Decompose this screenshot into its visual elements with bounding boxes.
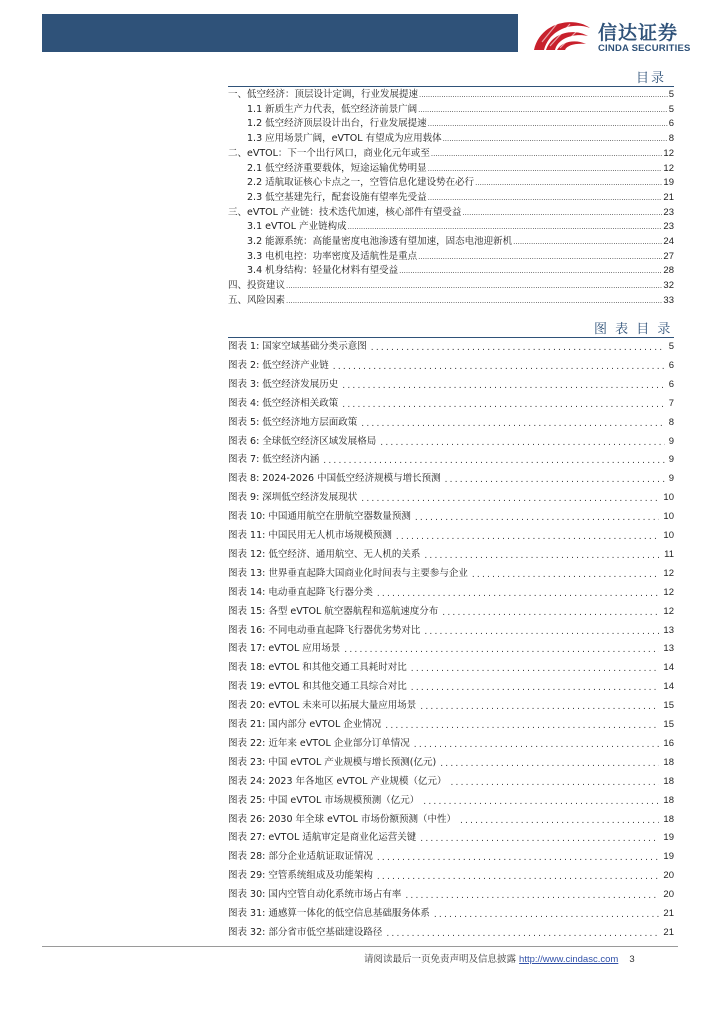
figure-leader-dots — [396, 531, 660, 543]
figure-entry-title: 图表 29: 空管系统组成及功能架构 — [228, 870, 373, 882]
toc-leader-dots — [399, 266, 662, 277]
figure-entry-title: 图表 1: 国家空域基础分类示意图 — [228, 341, 367, 352]
figure-entry[interactable] — [228, 680, 674, 694]
figure-leader-dots — [472, 569, 660, 581]
figure-entry-title: 图表 25: 中国 eVTOL 市场规模预测（亿元） — [228, 794, 420, 806]
figure-leader-dots — [434, 909, 660, 921]
figure-leader-dots — [420, 833, 659, 845]
toc-leader-dots — [428, 164, 663, 175]
toc-leader-dots — [462, 208, 662, 219]
toc-title-rule — [228, 86, 674, 87]
toc-entry-title: 二、eVTOL：下一个出行风口，商业化元年或至 — [228, 147, 430, 159]
figure-entry[interactable] — [228, 453, 674, 467]
figure-entry-page: 12 — [663, 586, 674, 598]
figure-leader-dots — [420, 701, 659, 713]
figure-leader-dots — [371, 342, 665, 354]
figure-entry-title: 图表 23: 中国 eVTOL 产业规模与增长预测(亿元) — [228, 756, 437, 768]
toc-entry-title: 1.2 低空经济顶层设计出台，行业发展提速 — [247, 118, 427, 130]
figure-entry-page: 18 — [663, 813, 674, 825]
toc-entry-page: 8 — [668, 133, 674, 145]
figure-entry-title: 图表 27: eVTOL 适航审定是商业化运营关键 — [228, 832, 417, 844]
figure-entry-title: 图表 10: 中国通用航空在册航空器数量预测 — [228, 511, 411, 523]
figure-entry-page: 10 — [663, 530, 674, 541]
toc-entry-page: 19 — [663, 177, 674, 189]
figure-entry-page: 10 — [663, 492, 674, 504]
figure-leader-dots — [342, 380, 664, 392]
figure-entry[interactable] — [228, 491, 674, 505]
figure-entry-title: 图表 17: eVTOL 应用场景 — [228, 643, 341, 655]
figure-entry[interactable] — [228, 661, 674, 675]
figure-entry-title: 图表 14: 电动垂直起降飞行器分类 — [228, 586, 373, 598]
figure-entry-page: 14 — [663, 681, 674, 693]
figure-entry[interactable] — [228, 813, 674, 827]
figure-entry-title: 图表 16: 不同电动垂直起降飞行器优劣势对比 — [228, 624, 421, 636]
figure-entry-title: 图表 19: eVTOL 和其他交通工具综合对比 — [228, 681, 407, 693]
figure-entry-page: 6 — [668, 359, 674, 371]
figure-entry-page: 21 — [663, 908, 674, 919]
toc-entry-title: 3.2 能源系统：高能量密度电池渗透有望加速，固态电池迎新机 — [247, 236, 513, 247]
figure-leader-dots — [411, 663, 660, 675]
toc-entry-page: 28 — [663, 265, 674, 277]
figure-entry-title: 图表 9: 深圳低空经济发展现状 — [228, 492, 358, 504]
figure-entry-title: 图表 21: 国内部分 eVTOL 企业情况 — [228, 719, 382, 730]
toc-entry-page: 5 — [668, 89, 674, 100]
toc-leader-dots — [418, 105, 668, 116]
figure-leader-dots — [445, 474, 665, 486]
toc-entry[interactable] — [228, 117, 674, 130]
toc-entry[interactable] — [228, 264, 674, 277]
figure-entry[interactable] — [228, 567, 674, 581]
figure-entry[interactable] — [228, 756, 674, 770]
toc-entry[interactable] — [228, 294, 674, 307]
toc-entry-title: 一、低空经济：顶层设计定调，行业发展提速 — [228, 89, 419, 100]
footer-website-link[interactable]: http://www.cindasc.com — [519, 954, 619, 965]
toc-leader-dots — [418, 252, 662, 263]
figure-leader-dots — [424, 626, 659, 638]
toc-entry[interactable] — [228, 147, 674, 160]
toc-entry[interactable] — [228, 191, 674, 204]
toc-entry[interactable] — [228, 103, 674, 116]
figure-entry-title: 图表 32: 部分省市低空基础建设路径 — [228, 926, 383, 938]
figure-entry-title: 图表 13: 世界垂直起降大国商业化时间表与主要参与企业 — [228, 567, 468, 579]
figure-entry-page: 20 — [663, 870, 674, 882]
toc-entry-page: 23 — [663, 206, 674, 218]
figure-entry-title: 图表 4: 低空经济相关政策 — [228, 397, 339, 409]
toc-leader-dots — [475, 178, 662, 189]
figure-entry-page: 9 — [668, 473, 674, 485]
figure-entry-page: 12 — [663, 605, 674, 617]
toc-entry-title: 2.1 低空经济重要载体，短途运输优势明显 — [247, 162, 427, 174]
figure-entry-page: 9 — [668, 435, 674, 447]
footer — [364, 951, 678, 965]
toc-title: 目录 — [636, 71, 667, 86]
toc-entry-title: 2.2 适航取证核心卡点之一，空管信息化建设势在必行 — [247, 177, 475, 189]
figure-leader-dots — [424, 550, 660, 562]
figure-entry[interactable] — [228, 907, 674, 921]
figure-entry-page: 8 — [668, 416, 674, 428]
figure-leader-dots — [423, 796, 659, 808]
figure-entry[interactable] — [228, 869, 674, 883]
toc-leader-dots — [286, 281, 662, 292]
figure-entry-page: 15 — [663, 719, 674, 730]
figure-entry-title: 图表 3: 低空经济发展历史 — [228, 378, 339, 390]
brand-logo — [530, 12, 720, 56]
toc-entry-page: 24 — [663, 236, 674, 247]
figure-entry-page: 9 — [668, 454, 674, 466]
figure-leader-dots — [385, 720, 659, 732]
figure-entry[interactable] — [228, 642, 674, 656]
figure-entry[interactable] — [228, 699, 674, 713]
figure-entry-page: 16 — [663, 737, 674, 749]
footer-disclaimer: 请阅读最后一页免责声明及信息披露 — [364, 954, 517, 965]
figure-entry-page: 18 — [663, 794, 674, 806]
toc-entry[interactable] — [228, 176, 674, 189]
toc-leader-dots — [286, 296, 662, 307]
figure-entry[interactable] — [228, 775, 674, 789]
figure-leader-dots — [415, 512, 660, 524]
figure-entry-title: 图表 22: 近年来 eVTOL 企业部分订单情况 — [228, 737, 410, 749]
figure-entry[interactable] — [228, 586, 674, 600]
figure-entry[interactable] — [228, 926, 674, 940]
toc-entry-page: 12 — [663, 162, 674, 174]
figure-leader-dots — [344, 644, 659, 656]
figure-entry[interactable] — [228, 416, 674, 430]
header-band — [42, 14, 518, 52]
figure-leader-dots — [377, 852, 660, 864]
figure-entry[interactable] — [228, 794, 674, 808]
figure-leader-dots — [386, 928, 659, 940]
figure-entry-page: 13 — [663, 643, 674, 655]
toc-entry-page: 27 — [663, 250, 674, 262]
figure-entry[interactable] — [228, 472, 674, 486]
toc-entry-page: 12 — [663, 147, 674, 159]
toc-entry-title: 三、eVTOL 产业链：技术迭代加速，核心部件有望受益 — [228, 206, 462, 218]
figure-entry-page: 13 — [663, 624, 674, 636]
figure-entry[interactable] — [228, 340, 674, 354]
figure-entry-page: 15 — [663, 700, 674, 712]
figure-entry-page: 14 — [663, 662, 674, 674]
toc-entry-page: 32 — [663, 280, 674, 292]
figure-leader-dots — [411, 682, 660, 694]
figure-leader-dots — [380, 437, 664, 449]
figure-entry-page: 18 — [663, 775, 674, 787]
brand-name-cn: 信达证券 — [598, 22, 679, 44]
figure-entry-page: 21 — [663, 926, 674, 938]
figure-entry[interactable] — [228, 548, 674, 562]
toc-leader-dots — [428, 119, 668, 130]
figure-entry[interactable] — [228, 888, 674, 902]
figure-entry-title: 图表 11: 中国民用无人机市场规模预测 — [228, 530, 392, 541]
toc-entry[interactable] — [228, 206, 674, 219]
figure-leader-dots — [323, 455, 664, 467]
toc-entry-title: 1.3 应用场景广阔，eVTOL 有望成为应用载体 — [247, 133, 442, 145]
toc-leader-dots — [431, 149, 663, 160]
figure-entry-page: 12 — [663, 567, 674, 579]
cinda-logo-icon — [530, 14, 594, 54]
figure-entry[interactable] — [228, 397, 674, 411]
toc-entry-title: 2.3 低空基建先行，配套设施有望率先受益 — [247, 191, 427, 203]
toc-entry-title: 3.1 eVTOL 产业链构成 — [247, 221, 347, 233]
figure-leader-dots — [405, 890, 659, 902]
figure-leader-dots — [361, 493, 659, 505]
figure-entry[interactable] — [228, 624, 674, 638]
figure-entry[interactable] — [228, 850, 674, 864]
figure-leader-dots — [361, 418, 664, 430]
figure-leader-dots — [442, 607, 659, 619]
footer-page-number: 3 — [629, 954, 635, 965]
toc-entry-title: 四、投资建议 — [228, 280, 286, 292]
figure-leader-dots — [450, 777, 659, 789]
figure-entry-page: 20 — [663, 889, 674, 901]
figures-title: 图 表 目 录 — [594, 322, 673, 337]
figure-entry[interactable] — [228, 435, 674, 449]
figure-entry-title: 图表 6: 全球低空经济区域发展格局 — [228, 435, 377, 447]
toc-leader-dots — [428, 193, 663, 204]
figure-entry[interactable] — [228, 737, 674, 751]
toc-entry-page: 5 — [668, 103, 674, 115]
figure-entry[interactable] — [228, 718, 674, 732]
toc-entry-title: 1.1 新质生产力代表，低空经济前景广阔 — [247, 103, 418, 115]
figure-entry-title: 图表 28: 部分企业适航证取证情况 — [228, 851, 373, 863]
toc-entry-title: 五、风险因素 — [228, 294, 286, 306]
toc-entry-title: 3.4 机身结构：轻量化材料有望受益 — [247, 265, 399, 277]
toc-entry-page: 6 — [668, 118, 674, 130]
figure-entry[interactable] — [228, 831, 674, 845]
toc-entry-page: 33 — [663, 294, 674, 306]
figure-entry-title: 图表 26: 2030 年全球 eVTOL 市场份额预测（中性） — [228, 813, 456, 825]
figure-entry-title: 图表 20: eVTOL 未来可以拓展大量应用场景 — [228, 700, 417, 712]
figure-entry-title: 图表 24: 2023 年各地区 eVTOL 产业规模（亿元） — [228, 775, 447, 787]
figure-leader-dots — [414, 739, 660, 751]
figure-leader-dots — [440, 758, 659, 770]
figure-entry-page: 19 — [663, 832, 674, 844]
figure-entry[interactable] — [228, 359, 674, 373]
toc-entry[interactable] — [228, 132, 674, 145]
figure-entry-title: 图表 5: 低空经济地方层面政策 — [228, 416, 358, 428]
figure-entry[interactable] — [228, 378, 674, 392]
figure-entry-title: 图表 2: 低空经济产业链 — [228, 359, 329, 371]
figure-entry-title: 图表 8: 2024-2026 中国低空经济规模与增长预测 — [228, 473, 441, 485]
figures-title-rule — [228, 337, 674, 338]
figure-entry-page: 18 — [663, 756, 674, 768]
figure-leader-dots — [377, 871, 660, 883]
figure-leader-dots — [333, 361, 665, 373]
figure-leader-dots — [342, 399, 664, 411]
figure-entry-title: 图表 12: 低空经济、通用航空、无人机的关系 — [228, 548, 421, 560]
toc-entry[interactable] — [228, 88, 674, 101]
figure-entry-page: 6 — [668, 378, 674, 390]
figure-entry-page: 10 — [663, 511, 674, 523]
figure-entry-title: 图表 15: 各型 eVTOL 航空器航程和巡航速度分布 — [228, 605, 439, 617]
toc-leader-dots — [348, 222, 663, 233]
toc-leader-dots — [513, 237, 662, 248]
figure-entry-page: 5 — [668, 341, 674, 352]
figure-entry-page: 11 — [664, 548, 674, 560]
toc-leader-dots — [419, 90, 668, 101]
figure-entry[interactable] — [228, 529, 674, 543]
toc-entry[interactable] — [228, 279, 674, 292]
toc-entry[interactable] — [228, 162, 674, 175]
figure-entry-title: 图表 7: 低空经济内涵 — [228, 454, 320, 466]
toc-entry-title: 3.3 电机电控：功率密度及适航性是重点 — [247, 250, 418, 262]
brand-name-en: CINDA SECURITIES — [598, 43, 691, 54]
toc-leader-dots — [443, 134, 668, 145]
toc-entry[interactable] — [228, 250, 674, 263]
toc-entry[interactable] — [228, 235, 674, 248]
figure-leader-dots — [377, 588, 660, 600]
figure-leader-dots — [460, 815, 659, 827]
figure-entry-page: 7 — [668, 397, 674, 409]
toc-entry-page: 23 — [663, 221, 674, 233]
toc-entry[interactable] — [228, 220, 674, 233]
figure-entry-title: 图表 30: 国内空管自动化系统市场占有率 — [228, 889, 402, 901]
footer-rule — [42, 946, 678, 947]
toc-entry-page: 21 — [663, 191, 674, 203]
figure-entry[interactable] — [228, 510, 674, 524]
figure-entry-title: 图表 18: eVTOL 和其他交通工具耗时对比 — [228, 662, 407, 674]
figure-entry[interactable] — [228, 605, 674, 619]
figure-entry-title: 图表 31: 通感算一体化的低空信息基础服务体系 — [228, 908, 430, 919]
figure-entry-page: 19 — [663, 851, 674, 863]
